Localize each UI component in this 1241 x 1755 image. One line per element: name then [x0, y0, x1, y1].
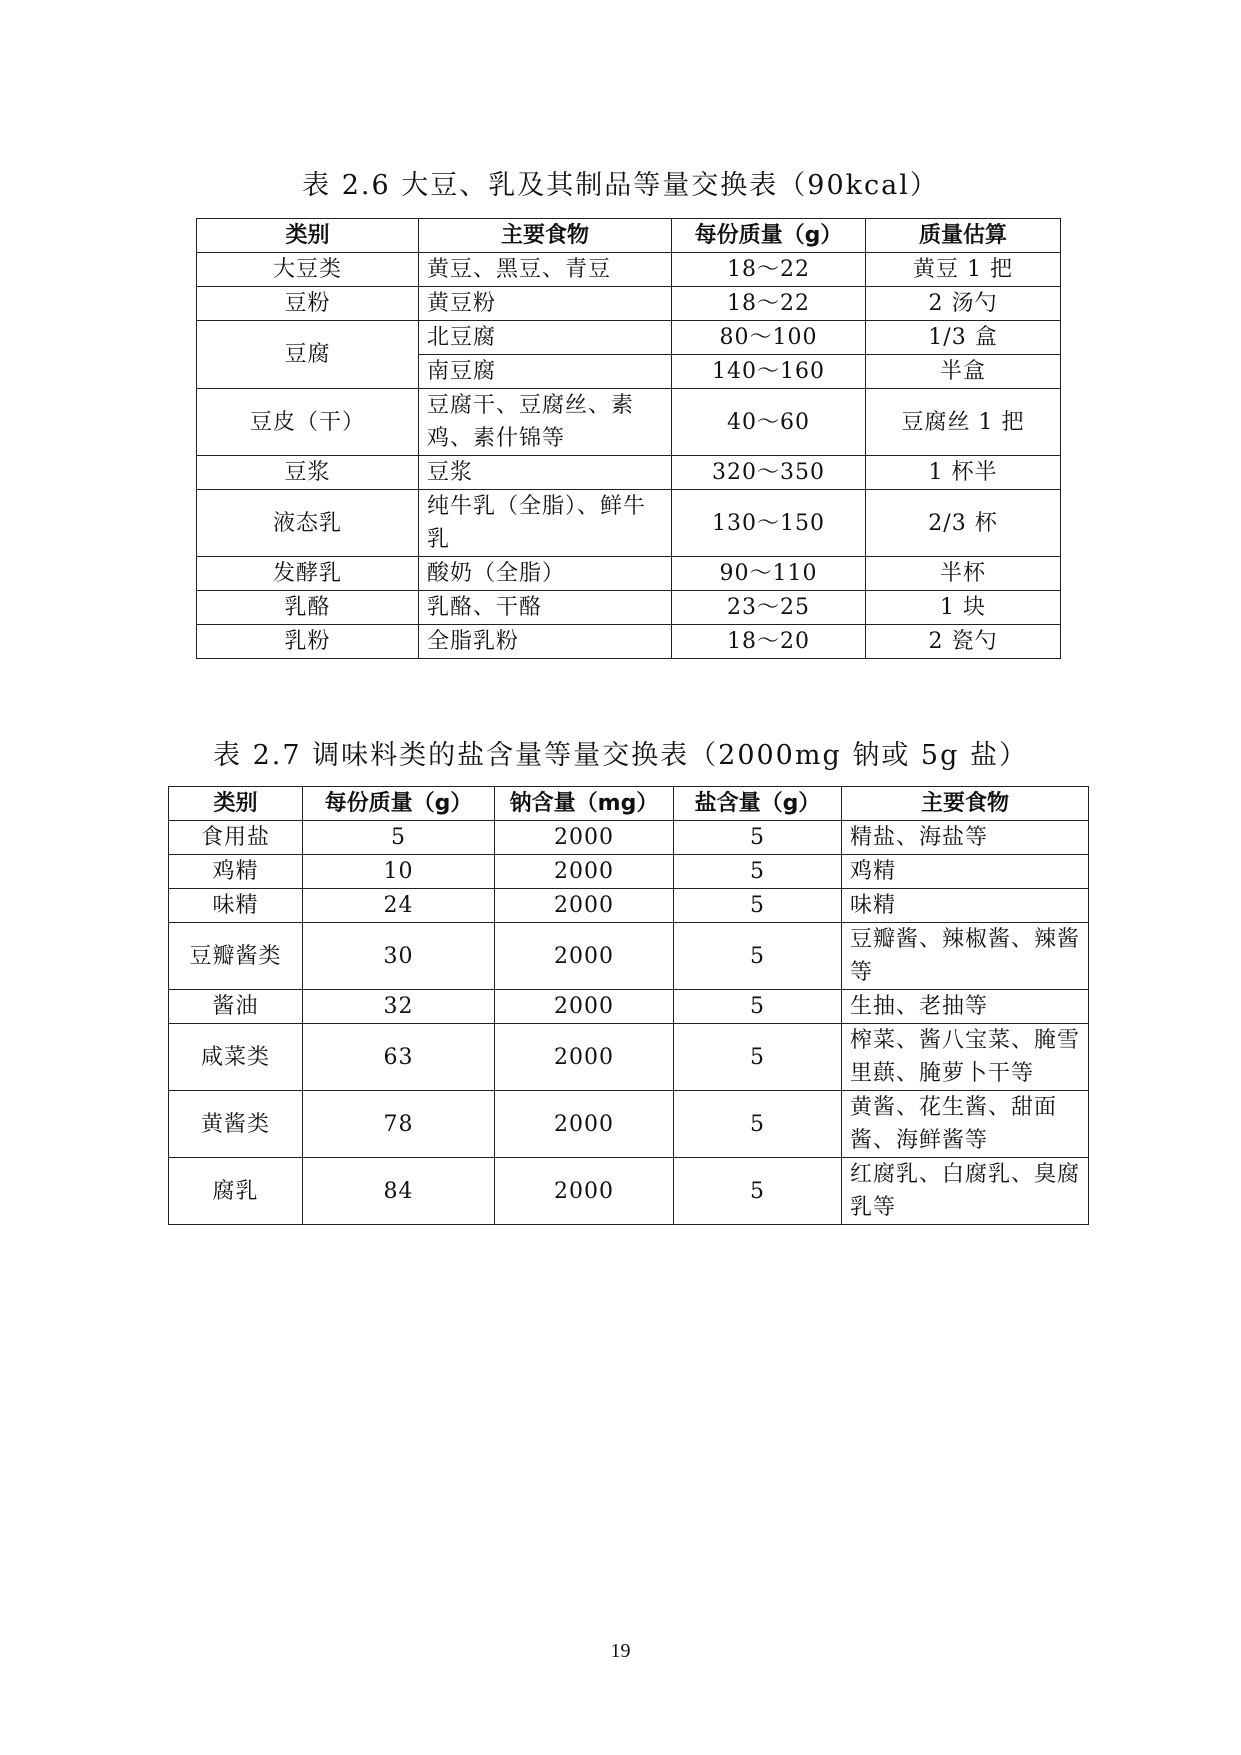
category-cell: 豆腐	[197, 321, 419, 389]
page-number: 19	[610, 1640, 631, 1662]
table-row	[197, 625, 1061, 659]
food-cell: 榨菜、酱八宝菜、腌雪里蕻、腌萝卜干等	[842, 1024, 1089, 1091]
table-row	[197, 321, 1061, 355]
sodium-cell: 2000	[495, 923, 674, 990]
weight-cell: 130～150	[672, 490, 866, 557]
salt-cell: 5	[674, 821, 842, 855]
category-cell: 酱油	[169, 990, 303, 1024]
table-row	[197, 557, 1061, 591]
weight-cell: 140～160	[672, 355, 866, 389]
weight-cell: 23～25	[672, 591, 866, 625]
table-row	[197, 287, 1061, 321]
category-cell: 液态乳	[197, 490, 419, 557]
category-cell: 乳酪	[197, 591, 419, 625]
category-cell: 豆粉	[197, 287, 419, 321]
salt-cell: 5	[674, 1091, 842, 1158]
estimate-cell: 半杯	[866, 557, 1061, 591]
food-cell: 黄豆粉	[419, 287, 672, 321]
food-cell: 黄豆、黑豆、青豆	[419, 253, 672, 287]
table-row	[169, 990, 1089, 1024]
food-cell: 南豆腐	[419, 355, 672, 389]
soy-dairy-exchange-table	[196, 218, 1061, 659]
estimate-cell: 1 杯半	[866, 456, 1061, 490]
weight-cell: 80～100	[672, 321, 866, 355]
category-cell: 味精	[169, 889, 303, 923]
food-cell: 豆瓣酱、辣椒酱、辣酱等	[842, 923, 1089, 990]
table-row	[197, 389, 1061, 456]
estimate-cell: 2 汤勺	[866, 287, 1061, 321]
category-cell: 豆瓣酱类	[169, 923, 303, 990]
header-serving-weight: 每份质量（g）	[303, 787, 495, 821]
food-cell: 豆腐干、豆腐丝、素鸡、素什锦等	[419, 389, 672, 456]
estimate-cell: 黄豆 1 把	[866, 253, 1061, 287]
food-cell: 北豆腐	[419, 321, 672, 355]
salt-cell: 5	[674, 923, 842, 990]
table-row	[197, 456, 1061, 490]
sodium-cell: 2000	[495, 1024, 674, 1091]
header-salt: 盐含量（g）	[674, 787, 842, 821]
table-row	[169, 1091, 1089, 1158]
header-category: 类别	[169, 787, 303, 821]
category-cell: 腐乳	[169, 1158, 303, 1225]
table1-caption: 表 2.6 大豆、乳及其制品等量交换表（90kcal）	[302, 170, 939, 201]
weight-cell: 5	[303, 821, 495, 855]
category-cell: 乳粉	[197, 625, 419, 659]
weight-cell: 40～60	[672, 389, 866, 456]
header-sodium: 钠含量（mg）	[495, 787, 674, 821]
food-cell: 味精	[842, 889, 1089, 923]
weight-cell: 32	[303, 990, 495, 1024]
food-cell: 黄酱、花生酱、甜面酱、海鲜酱等	[842, 1091, 1089, 1158]
weight-cell: 18～20	[672, 625, 866, 659]
estimate-cell: 2/3 杯	[866, 490, 1061, 557]
table-header-row	[169, 787, 1089, 821]
sodium-cell: 2000	[495, 990, 674, 1024]
header-main-food: 主要食物	[842, 787, 1089, 821]
salt-cell: 5	[674, 990, 842, 1024]
sodium-cell: 2000	[495, 1158, 674, 1225]
table-row	[169, 1158, 1089, 1225]
weight-cell: 18～22	[672, 253, 866, 287]
salt-cell: 5	[674, 889, 842, 923]
category-cell: 鸡精	[169, 855, 303, 889]
category-cell: 黄酱类	[169, 1091, 303, 1158]
table-row	[197, 253, 1061, 287]
table-row	[169, 821, 1089, 855]
weight-cell: 18～22	[672, 287, 866, 321]
header-category: 类别	[197, 219, 419, 253]
sodium-cell: 2000	[495, 1091, 674, 1158]
table-row	[169, 1024, 1089, 1091]
food-cell: 酸奶（全脂）	[419, 557, 672, 591]
weight-cell: 63	[303, 1024, 495, 1091]
category-cell: 咸菜类	[169, 1024, 303, 1091]
weight-cell: 78	[303, 1091, 495, 1158]
weight-cell: 24	[303, 889, 495, 923]
header-serving-weight: 每份质量（g）	[672, 219, 866, 253]
food-cell: 纯牛乳（全脂）、鲜牛乳	[419, 490, 672, 557]
estimate-cell: 半盒	[866, 355, 1061, 389]
food-cell: 鸡精	[842, 855, 1089, 889]
category-cell: 豆浆	[197, 456, 419, 490]
table-row	[169, 923, 1089, 990]
category-cell: 大豆类	[197, 253, 419, 287]
estimate-cell: 1/3 盒	[866, 321, 1061, 355]
sodium-cell: 2000	[495, 889, 674, 923]
food-cell: 精盐、海盐等	[842, 821, 1089, 855]
food-cell: 生抽、老抽等	[842, 990, 1089, 1024]
category-cell: 发酵乳	[197, 557, 419, 591]
salt-cell: 5	[674, 855, 842, 889]
table-row	[197, 490, 1061, 557]
food-cell: 豆浆	[419, 456, 672, 490]
header-quantity-estimate: 质量估算	[866, 219, 1061, 253]
salt-cell: 5	[674, 1024, 842, 1091]
weight-cell: 90～110	[672, 557, 866, 591]
weight-cell: 84	[303, 1158, 495, 1225]
food-cell: 红腐乳、白腐乳、臭腐乳等	[842, 1158, 1089, 1225]
table-row	[169, 855, 1089, 889]
condiment-salt-exchange-table	[168, 786, 1089, 1225]
table-header-row	[197, 219, 1061, 253]
table2-caption: 表 2.7 调味料类的盐含量等量交换表（2000mg 钠或 5g 盐）	[213, 740, 1028, 771]
category-cell: 食用盐	[169, 821, 303, 855]
sodium-cell: 2000	[495, 821, 674, 855]
sodium-cell: 2000	[495, 855, 674, 889]
salt-cell: 5	[674, 1158, 842, 1225]
table-row	[169, 889, 1089, 923]
header-main-food: 主要食物	[419, 219, 672, 253]
estimate-cell: 豆腐丝 1 把	[866, 389, 1061, 456]
estimate-cell: 1 块	[866, 591, 1061, 625]
category-cell: 豆皮（干）	[197, 389, 419, 456]
food-cell: 乳酪、干酪	[419, 591, 672, 625]
estimate-cell: 2 瓷勺	[866, 625, 1061, 659]
weight-cell: 10	[303, 855, 495, 889]
food-cell: 全脂乳粉	[419, 625, 672, 659]
table-row	[197, 591, 1061, 625]
weight-cell: 30	[303, 923, 495, 990]
weight-cell: 320～350	[672, 456, 866, 490]
